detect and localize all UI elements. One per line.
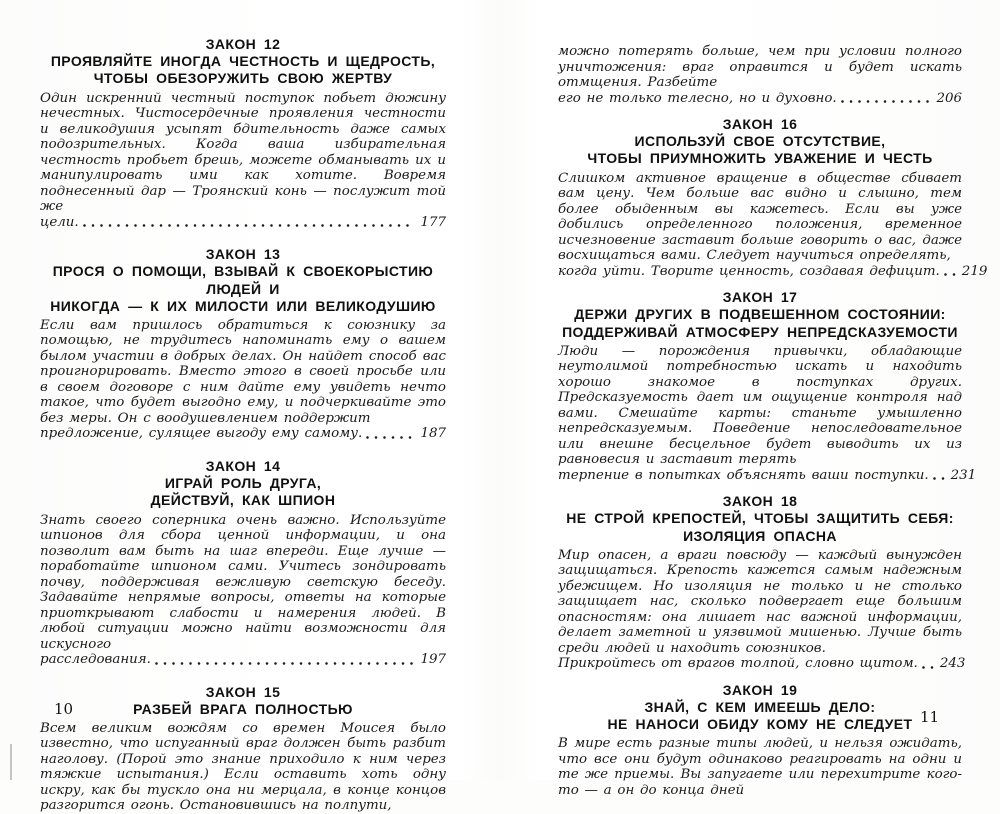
law-section [558,116,988,279]
dot-leader [922,666,934,669]
page-number-right: 11 [920,708,940,726]
law-summary: Всем великим вождям со времен Моисея было известно, что испуганный враг должен быть разбит наголову. (Порой это знание приходило к ним через тяжкие испытания.) Если оставить хоть одну искру, как бы тускло она ни мерцала, в конце концов разгорится огонь. Остановившись на полпути, [40,720,446,814]
law-heading-line: ЗАКОН 17 [722,289,798,306]
law-heading-line: ЗАКОН 14 [205,457,281,474]
law-heading [558,116,962,168]
law-heading-line: ЧТОБЫ ПРИУМНОЖИТЬ УВАЖЕНИЕ И ЧЕСТЬ [587,150,933,167]
dot-leader [944,273,956,276]
toc-leader-row [558,263,988,280]
law-heading [40,684,446,718]
right-page [558,44,988,798]
law-section [558,493,966,672]
law-heading [40,246,446,315]
page-ref: 197 [420,652,446,668]
toc-leader-row [558,656,966,672]
law-heading-line: НЕ СТРОЙ КРЕПОСТЕЙ, ЧТОБЫ ЗАЩИТИТЬ СЕБЯ: [566,510,954,527]
law-summary: Слишком активное вращение в обществе сбивает вам цену. Чем больше вас видно и слышно, тем более обыденным вы кажетесь. Если вы уже добились определенного положения, временное исчезновение заставит больше говорить о вас, даже восхищаться вами. Следует научиться определять, [558,170,962,264]
law-heading-line: ЧТОБЫ ОБЕЗОРУЖИТЬ СВОЮ ЖЕРТВУ [93,70,393,87]
law-heading-line: ДЕЙСТВУЙ, КАК ШПИОН [150,492,336,509]
law-summary: Знать своего соперника очень важно. Используйте шпионов для сбора ценной информации, и она позволит вам быть на шаг впереди. Еще лучше — поработайте шпионом сами. Учитесь зондировать почву, поддерживая вежливую светскую беседу. Задавайте непрямые вопросы, ответы на которые приоткрывают слабости и намерения людей. В любой ситуации можно найти возможности для искусного [40,512,446,652]
law-heading-line: ПОДДЕРЖИВАЙ АТМОСФЕРУ НЕПРЕДСКАЗУЕМОСТИ [562,323,958,340]
law-summary: Люди — порождения привычки, обладающие неутолимой потребностью искать и находить хорошо знакомое в поступках других. Предсказуемость дает им ощущение контроля над вами. Смешайте карты: станьте умышленно непредсказуемым. Поведение непоследовательное или внешне бесцельное будет выводить их из равновесия и заставит терять [558,343,962,468]
law-summary: Мир опасен, а враги повсюду — каждый вынужден защищаться. Крепость кажется самым надежным убежищем. Но изоляция не только и не столько защищает нас, сколько подвергает еще большим опасностям: она лишает нас важной информации, делает заметной и уязвимой мишенью. Лучше быть среди людей и находить союзников. [558,547,962,656]
dot-leader [933,477,945,480]
law-heading-line: ЗАКОН 18 [722,493,798,510]
toc-leader-row [40,652,446,668]
dot-leader [841,100,931,103]
law-heading-line: ЗАКОН 16 [722,116,798,132]
law-summary-end: Прикройтесь от врагов толпой, словно щитом. [558,656,918,672]
law-summary: Если вам пришлось обратиться к союзнику за помощью, не трудитесь напоминать ему о вашем былом участии в добрых делах. Он найдет способ вас проигнорировать. Вместо этого в своей просьбе или в своем договоре с ним дайте ему увидеть нечто такое, что будет выгодно ему, и подчеркивайте это без меры. Он с воодушевлением поддержит [40,317,446,426]
law-summary-end: когда уйти. Творите ценность, создавая дефицит. [558,263,940,279]
left-page [40,36,446,814]
law-section [40,246,446,442]
law-section [40,36,446,230]
law-summary: Один искренний честный поступок побьет дюжину нечестных. Чистосердечные проявления честности и великодушия усыпят бдительность даже самых подозрительных. Когда ваша избирательная честность пробьет брешь, можете обманывать их и манипулировать ими как хотите. Вовремя поднесенный дар — Троянский конь — послужит той же [40,90,446,215]
page-ref: 243 [939,656,966,672]
dot-leader [83,224,415,227]
law-summary: В мире есть разные типы людей, и нельзя ожидать, что все они будут одинаково реагировать на одни и те же приемы. Вы запугаете или перехитрите кого-то — а он до конца дней [558,736,962,798]
law-heading-line: ИГРАЙ РОЛЬ ДРУГА, [164,475,322,492]
law-summary-end: терпение в попытках объяснять ваши поступки. [558,467,929,483]
dot-leader [155,662,415,665]
page-ref: 231 [950,467,977,483]
law-section [558,682,962,799]
page-ref: 187 [420,426,446,442]
law-heading [558,289,962,341]
law-heading [40,458,446,510]
law-heading-line: ЗАКОН 19 [722,681,798,698]
law-summary-end: его не только телесно, но и духовно. [558,90,837,106]
continued-section [558,44,962,106]
law-heading [558,682,962,734]
law-heading-line: ИЗОЛЯЦИЯ ОПАСНА [683,527,837,544]
law-summary: можно потерять больше, чем при условии полного уничтожения: враг оправится и будет искать отмщения. Разбейте [558,44,962,90]
law-heading [558,493,962,545]
page-ref: 219 [961,263,988,279]
law-heading-line: ЗАКОН 12 [205,36,281,52]
toc-leader-row [558,467,977,484]
law-heading-line: РАЗБЕЙ ВРАГА ПОЛНОСТЬЮ [133,700,353,717]
law-heading-line: НИКОГДА — К ИХ МИЛОСТИ ИЛИ ВЕЛИКОДУШИЮ [50,297,436,314]
law-summary-end: цели. [40,214,79,230]
toc-leader-row [40,426,446,442]
law-heading-line: ЗАКОН 15 [205,683,281,700]
scan-edge-artifact [10,744,12,780]
page-ref: 206 [936,90,962,106]
law-heading-line: ПРОСЯ О ПОМОЩИ, ВЗЫВАЙ К СВОЕКОРЫСТИЮ ЛЮДЕЙ И [52,263,434,297]
law-heading-line: ЗНАЙ, С КЕМ ИМЕЕШЬ ДЕЛО: [644,699,876,716]
law-heading-line: ДЕРЖИ ДРУГИХ В ПОДВЕШЕННОМ СОСТОЯНИИ: [574,306,946,323]
page-ref: 177 [420,214,446,230]
law-section [40,458,446,668]
law-section [558,289,977,483]
law-heading-line: ЗАКОН 13 [205,246,281,263]
law-heading-line: ИСПОЛЬЗУЙ СВОЕ ОТСУТСТВИЕ, [634,133,886,150]
law-heading [40,36,446,88]
page-number-left: 10 [54,700,74,718]
law-section [40,684,446,814]
law-summary-end: предложение, сулящее выгоду ему самому. [40,426,363,442]
toc-leader-row [40,215,446,231]
dot-leader [366,436,414,439]
law-heading-line: НЕ НАНОСИ ОБИДУ КОМУ НЕ СЛЕДУЕТ [607,716,913,733]
law-heading-line: ПРОЯВЛЯЙТЕ ИНОГДА ЧЕСТНОСТЬ И ЩЕДРОСТЬ, [50,53,436,70]
toc-leader-row [558,91,962,107]
law-summary-end: расследования. [40,652,151,668]
